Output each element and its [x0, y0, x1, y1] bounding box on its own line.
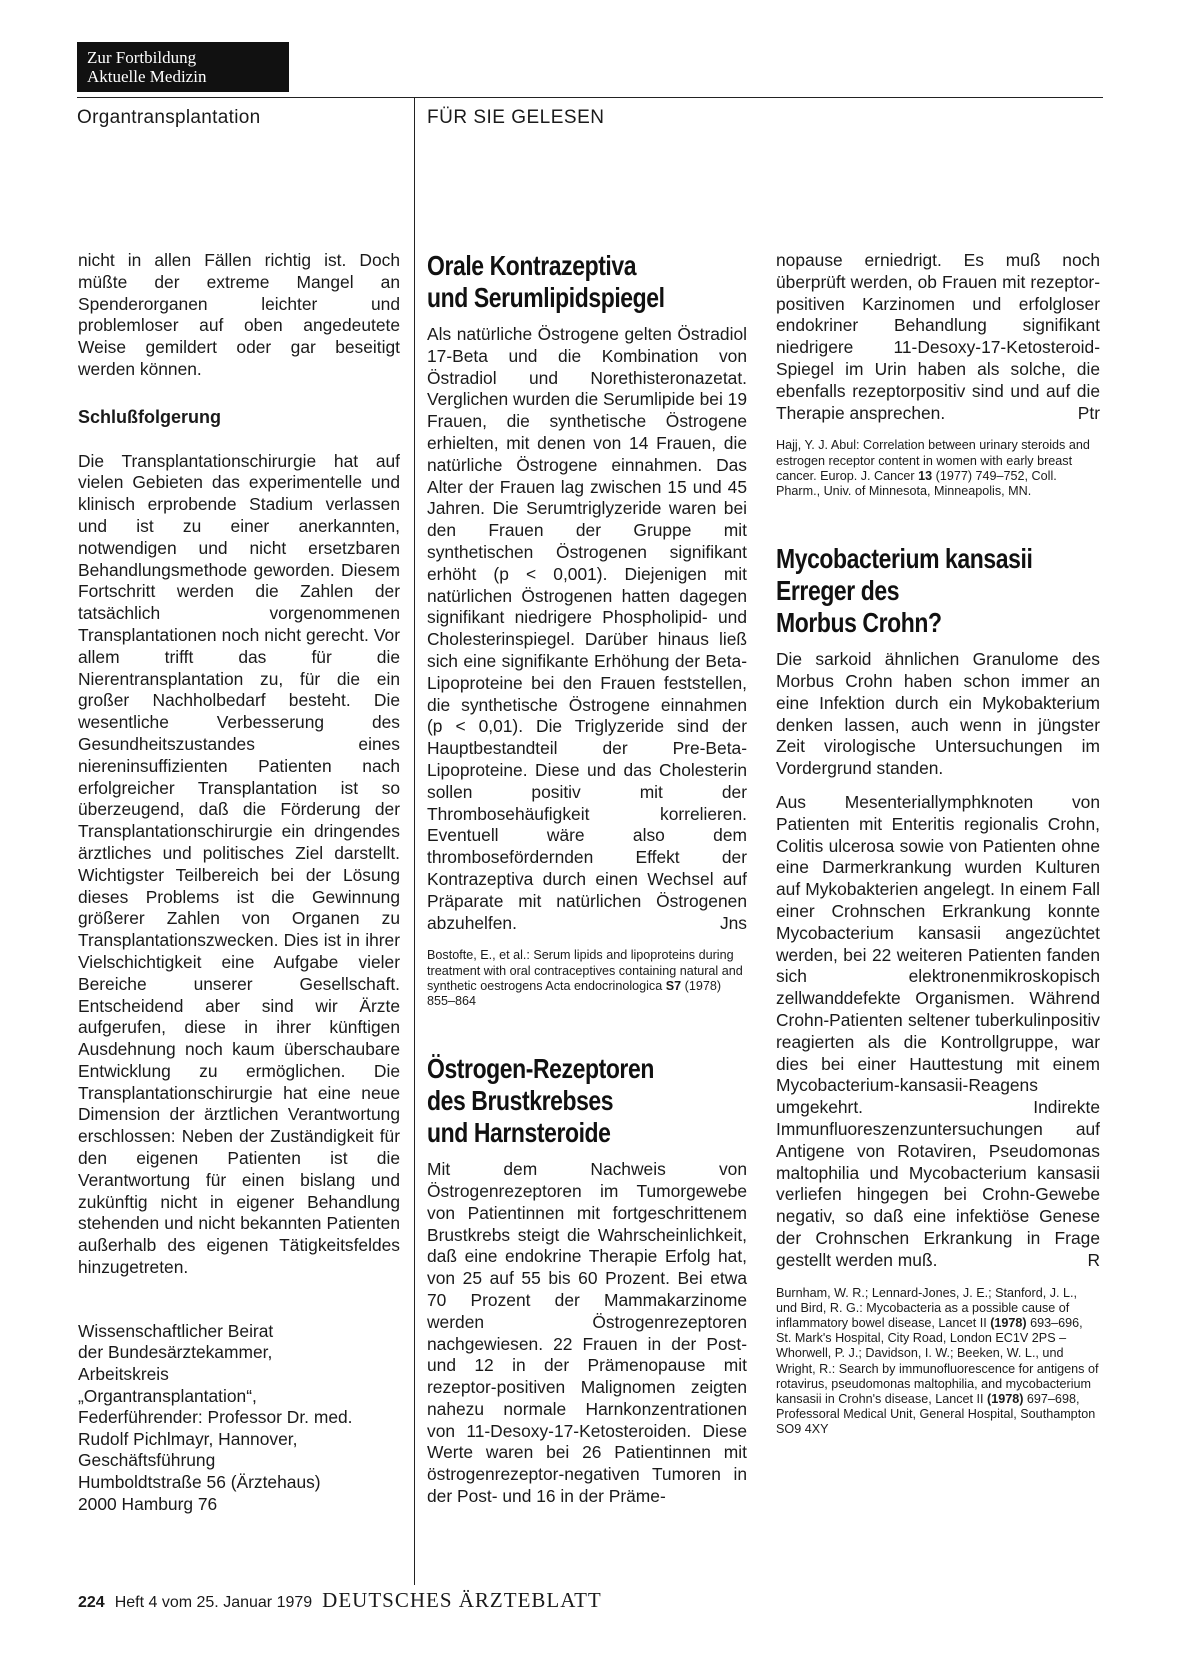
rubric-badge	[77, 42, 289, 92]
article-body: Mit dem Nachweis von Östrogenrezeptoren im Tumorgewebe von Patientinnen mit fortgeschrittenem Brustkrebs steigt die Wahrscheinlichkeit, daß eine endokrine Therapie Erfolg hat, von 25 auf 55 bis 60 Prozent. Bei etwa 70 Prozent der Mammakarzinome werden Östrogenrezeptoren nachgewiesen. 22 Frauen in der Post- und 12 in der Prämenopause mit rezeptor-positiven Malignomen zeigten nahezu normale Harnkonzentrationen von 11-Desoxy-17-Ketosteroiden. Diese Werte waren bei 26 Patientinnen mit östrogenrezeptor-negativen Tumoren in der Post- und 16 in der Präme-	[427, 1159, 747, 1507]
reference	[427, 948, 747, 1009]
article-body	[776, 250, 1100, 424]
author-signature: R	[1087, 1249, 1100, 1270]
article-body	[776, 792, 1100, 1272]
address-line: Geschäftsführung	[78, 1450, 216, 1471]
journal-name: DEUTSCHES ÄRZTEBLATT	[322, 1588, 602, 1612]
rubric-line-2: Aktuelle Medizin	[87, 67, 207, 86]
reference-text: 697–698, Professoral Medical Unit, General Hospital, Southampton SO9 4XY	[776, 1391, 1096, 1437]
headline-line: Erreger des	[776, 575, 900, 607]
rubric-line-1: Zur Fortbildung	[87, 48, 197, 67]
reference-year: (1978)	[990, 1315, 1027, 1330]
headline-line: Morbus Crohn?	[776, 607, 942, 639]
reference	[776, 438, 1100, 499]
page-footer	[78, 1588, 602, 1613]
address-line: Federführender: Professor Dr. med.	[78, 1407, 353, 1428]
reference	[776, 1286, 1100, 1438]
body-text: Aus Mesenteriallymphknoten von Patienten mit Enteritis regionalis Crohn, Colitis ulcerosa sowie von Patienten ohne eine Darmerkrankung wurden Kulturen auf Mykobakterien angelegt. In einem Fall einer Crohnschen Erkrankung konnte Mycobacterium kansasii angezüchtet werden, bei 22 weiteren Patienten fanden sich elektronenmikroskopisch zellwanddefekte Organismen. Während Crohn-Patienten seltener tuberkulinpositiv reagierten als die Kontrollgruppe, war dies bei einer Hauttestung mit einem Mycobacterium-kansasii-Reagens umgekehrt. Indirekte Immunfluoreszenzuntersuchungen auf Antigene von Rotaviren, Pseudomonas maltophilia und Mycobacterium kansasii verliefen hingegen bei Crohn-Gewebe negativ, so daß eine infektiöse Genese der Crohnschen Erkrankung in Frage gestellt werden muß.	[776, 791, 1100, 1270]
page-number: 224	[78, 1594, 105, 1611]
address-line: Wissenschaftlicher Beirat	[78, 1320, 274, 1341]
address-line: Arbeitskreis	[78, 1364, 169, 1385]
reference-volume: S7	[665, 978, 682, 993]
article-body: Die sarkoid ähnlichen Granulome des Morbus Crohn haben schon immer an eine Infektion durch ein Mykobakterium denken lassen, auch wenn in jüngster Zeit virologische Untersuchungen im Vordergrund standen.	[776, 649, 1100, 779]
subheading: Schlußfolgerung	[78, 406, 221, 427]
header-rule	[77, 97, 1103, 98]
body-paragraph: Die Transplantationschirurgie hat auf vielen Gebieten das experimentelle und klinisch erprobende Stadium verlassen und ist zu einer anerkannten, notwendigen und nicht ersetzbaren Behandlungsmethode geworden. Diesem Fortschritt werden die Zahlen der tatsächlich vorgenommenen Transplantationen noch nicht gerecht. Vor allem trifft das für die Nierentransplantation zu, für die ein großer Nachholbedarf besteht. Die wesentliche Verbesserung des Gesundheitszustandes eines niereninsuffizienten Patienten nach erfolgreicher Transplantation ist so überzeugend, daß die Förderung der Transplantationschirurgie ein dringendes ärztliches und politisches Ziel darstellt. Wichtigster Teilbereich bei der Lösung dieses Problems ist die Gewinnung größerer Zahlen von Organen zu Transplantationszwecken. Dies ist in ihrer Vielschichtigkeit eine Aufgabe vieler Bereiche unserer Gesellschaft. Entscheidend aber sind wir Ärzte aufgerufen, diese in ihrer künftigen Ausdehnung noch kaum überschaubare Entwicklung zu ermöglichen. Die Transplantationschirurgie hat eine neue Dimension der ärztlichen Verantwortung erschlossen: Neben der Zuständigkeit für den eigenen Patienten ist die Verantwortung für einen bislang und zukünftig nicht in eigener Behandlung stehenden und nicht bekannten Patienten außerhalb des eigenen Tätigkeitsfeldes hinzugetreten.	[78, 450, 400, 1278]
headline-line: Mycobacterium kansasii	[776, 543, 1033, 575]
headline-line: und Serumlipidspiegel	[427, 282, 665, 313]
body-text: nopause erniedrigt. Es muß noch überprüft werden, ob Frauen mit rezeptor-positiven Karzinomen und erfolgloser endokriner Behandlung signifikant niedrigere 11-Desoxy-17-Ketosteroid-Spiegel im Urin haben als solche, die ebenfalls rezeptorpositiv sind und auf die Therapie ansprechen.	[776, 250, 1100, 423]
column-2	[427, 250, 747, 1508]
address-line: der Bundesärztekammer,	[78, 1342, 273, 1363]
column-divider	[414, 97, 415, 1585]
address-line: Rudolf Pichlmayr, Hannover,	[78, 1428, 298, 1449]
author-signature: Jns	[719, 912, 747, 933]
address-line: Humboldtstraße 56 (Ärztehaus)	[78, 1472, 321, 1493]
body-text: Als natürliche Östrogene gelten Östradiol 17-Beta und die Kombination von Östradiol und Norethisteronazetat. Verglichen wurden die Serumlipide bei 19 Frauen, die synthetische Östrogene erhielten, mit denen von 14 Frauen, die natürliche Östrogene einnahmen. Das Alter der Frauen lag zwischen 15 und 45 Jahren. Die Serumtriglyzeride waren bei den Frauen der Gruppe mit synthetischen Östrogenen signifikant erhöht (p < 0,001). Diejenigen mit natürlichen Östrogenen hatten dagegen signifikant niedrigere Phospholipid- und Cholesterinspiegel. Darüber hinaus ließ sich eine signifikante Erhöhung der Beta-Lipoproteine bei den Frauen feststellen, die synthetische Östrogene einnahmen (p < 0,01). Die Triglyzeride sind der Hauptbestandteil der Pre-Beta-Lipoproteine. Diese und das Cholesterin sollen positiv mit der Thrombosehäufigkeit korrelieren. Eventuell wäre also dem thrombosefördernden Effekt der Kontrazeptiva durch einen Wechsel auf Präparate mit natürlichen Östrogenen abzuhelfen.	[427, 324, 747, 933]
headline-line: Orale Kontrazeptiva	[427, 250, 637, 281]
author-signature: Ptr	[1077, 402, 1100, 423]
headline-line: des Brustkrebses	[427, 1085, 614, 1117]
headline-line: Östrogen-Rezeptoren	[427, 1053, 654, 1085]
article-body	[427, 324, 747, 934]
section-title-left: Organtransplantation	[77, 107, 261, 128]
reference-text: 693–696, St. Mark's Hospital, City Road, London EC1V 2PS – Whorwell, P. J.; Davidson, I. W.; Beeken, W. L., und Wright, R.: Search by immunofluorescence for antigens of rotavirus, pseudomonas maltophilia, and mycobacterium kansasii in Crohn's disease, Lancet II	[776, 1315, 1099, 1406]
article-headline	[776, 543, 1100, 639]
reference-text: Burnham, W. R.; Lennard-Jones, J. E.; Stanford, J. L., und Bird, R. G.: Mycobacteria as a possible cause of inflammatory bowel disease, Lancet II	[776, 1285, 1077, 1330]
column-1	[78, 250, 400, 1515]
issue-info: Heft 4 vom 25. Januar 1979	[114, 1594, 313, 1611]
reference-text: Bostofte, E., et al.: Serum lipids and lipoproteins during treatment with oral contraceptives containing natural and synthetic oestrogens Acta endocrinologica	[427, 948, 743, 993]
body-paragraph: nicht in allen Fällen richtig ist. Doch müßte der extreme Mangel an Spenderorganen leichter und problemloser auf oben angedeutete Weise gemildert oder gar beseitigt werden können.	[78, 250, 400, 379]
address-line: 2000 Hamburg 76	[78, 1493, 218, 1514]
reference-volume: 13	[918, 468, 933, 483]
reference-year: (1978)	[987, 1391, 1024, 1406]
reference-text: (1977) 749–752, Coll. Pharm., Univ. of Minnesota, Minneapolis, MN.	[776, 468, 1057, 498]
headline-line: und Harnsteroide	[427, 1117, 611, 1149]
article-headline	[427, 250, 747, 314]
author-address	[78, 1321, 400, 1515]
article-headline	[427, 1053, 747, 1149]
column-3	[776, 250, 1100, 1438]
reference-text: Hajj, Y. J. Abul: Correlation between urinary steroids and estrogen receptor content in women with early breast cancer. Europ. J. Cancer	[776, 438, 1090, 483]
section-title-right: FÜR SIE GELESEN	[427, 107, 605, 128]
reference-text: (1978) 855–864	[427, 978, 722, 1008]
address-line: „Organtransplantation“,	[78, 1385, 257, 1406]
